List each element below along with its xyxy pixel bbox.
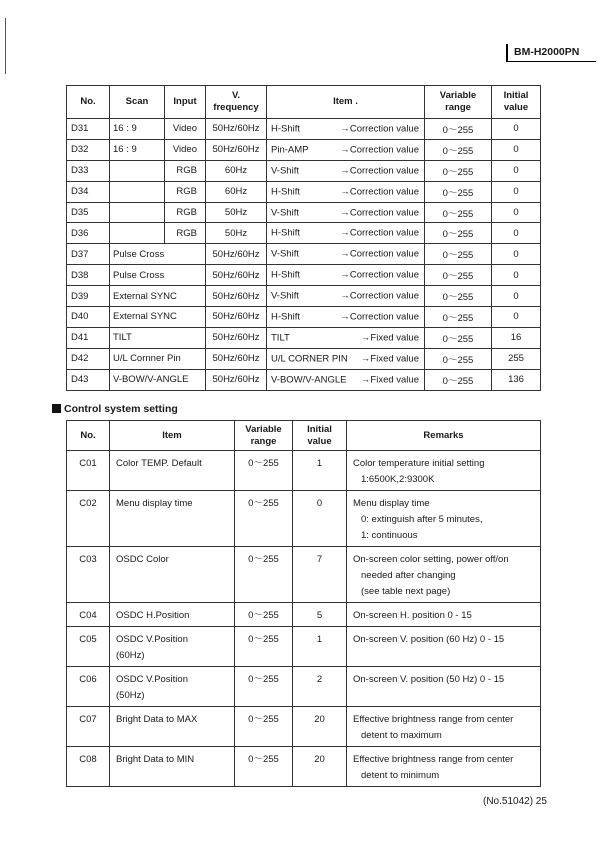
table-row — [67, 244, 541, 265]
item-action: →Correction value — [340, 248, 419, 260]
input-cell: RGB — [165, 181, 206, 202]
item-cell — [110, 451, 235, 491]
item-name: H-Shift — [271, 123, 301, 135]
v-frequency-cell: 50Hz/60Hz — [206, 265, 267, 286]
variable-range-cell: 0～255 — [425, 139, 492, 160]
remarks-cell — [347, 547, 541, 603]
v-frequency-cell: 50Hz/60Hz — [206, 348, 267, 369]
variable-range-cell: 0～255 — [235, 547, 293, 603]
remarks-line: Color temperature initial setting — [353, 458, 485, 469]
item-line: OSDC V.Position — [116, 674, 188, 685]
variable-range-cell: 0～255 — [235, 747, 293, 787]
initial-value-cell: 0 — [492, 265, 541, 286]
input-cell: RGB — [165, 160, 206, 181]
scan-cell — [110, 181, 165, 202]
item-name: U/L CORNER PIN — [271, 353, 348, 365]
row-number: D33 — [67, 160, 110, 181]
remarks-cell — [347, 603, 541, 627]
margin-rule — [5, 18, 6, 74]
row-number: D43 — [67, 369, 110, 390]
table-header-row — [67, 86, 541, 119]
item-cell — [267, 139, 425, 160]
item-action: →Correction value — [340, 144, 419, 156]
initial-value-cell: 5 — [293, 603, 347, 627]
table-row — [67, 348, 541, 369]
item-cell — [267, 119, 425, 140]
variable-range-cell: 0～255 — [425, 327, 492, 348]
variable-range-cell: 0～255 — [425, 307, 492, 328]
item-cell — [110, 603, 235, 627]
initial-value-cell: 255 — [492, 348, 541, 369]
row-number: C05 — [67, 627, 110, 667]
table-row — [67, 369, 541, 390]
remarks-line: 1: continuous — [361, 530, 418, 541]
model-number: BM-H2000PN — [506, 44, 596, 62]
variable-range-cell: 0～255 — [425, 265, 492, 286]
variable-range-cell: 0～255 — [425, 223, 492, 244]
item-line: OSDC Color — [116, 554, 169, 565]
initial-value-cell: 0 — [492, 202, 541, 223]
initial-value-cell: 20 — [293, 707, 347, 747]
header-variable-range: Variable range — [235, 421, 293, 451]
v-frequency-cell: 50Hz — [206, 223, 267, 244]
header-item: Item . — [267, 86, 425, 119]
header-remarks: Remarks — [347, 421, 541, 451]
item-action: →Fixed value — [360, 332, 419, 344]
table-row — [67, 119, 541, 140]
scan-cell: 16 : 9 — [110, 119, 165, 140]
row-number: D38 — [67, 265, 110, 286]
item-line: (50Hz) — [116, 690, 145, 701]
v-frequency-cell: 50Hz/60Hz — [206, 286, 267, 307]
row-number: D31 — [67, 119, 110, 140]
scan-cell: Pulse Cross — [110, 244, 206, 265]
remarks-cell — [347, 491, 541, 547]
item-action: →Correction value — [340, 207, 419, 218]
header-input: Input — [165, 86, 206, 119]
row-number: C02 — [67, 491, 110, 547]
initial-value-cell: 1 — [293, 627, 347, 667]
item-cell — [267, 181, 425, 202]
scan-cell: V-BOW/V-ANGLE — [110, 369, 206, 390]
item-cell — [267, 307, 425, 328]
table-row — [67, 307, 541, 328]
initial-value-cell: 16 — [492, 327, 541, 348]
item-cell — [110, 707, 235, 747]
variable-range-cell: 0～255 — [425, 119, 492, 140]
item-name: V-Shift — [271, 290, 299, 302]
item-name: TILT — [271, 332, 290, 344]
remarks-line: (see table next page) — [361, 586, 451, 597]
table-row — [67, 139, 541, 160]
item-cell — [267, 286, 425, 307]
control-system-table — [66, 420, 541, 787]
item-cell — [267, 327, 425, 348]
row-number: C06 — [67, 667, 110, 707]
item-name: V-Shift — [271, 207, 299, 218]
table-row — [67, 627, 541, 667]
item-action: →Fixed value — [360, 374, 419, 386]
remarks-cell — [347, 667, 541, 707]
variable-range-cell: 0～255 — [235, 667, 293, 707]
item-cell — [267, 348, 425, 369]
v-frequency-cell: 50Hz/60Hz — [206, 119, 267, 140]
table-row — [67, 286, 541, 307]
item-line: OSDC H.Position — [116, 610, 190, 621]
row-number: D35 — [67, 202, 110, 223]
v-frequency-cell: 50Hz/60Hz — [206, 307, 267, 328]
item-cell — [110, 667, 235, 707]
v-frequency-cell: 50Hz/60Hz — [206, 244, 267, 265]
item-cell — [110, 491, 235, 547]
item-cell — [267, 265, 425, 286]
row-number: D37 — [67, 244, 110, 265]
page-number: (No.51042) 25 — [483, 796, 547, 807]
item-action: →Correction value — [340, 165, 419, 177]
remarks-line: detent to maximum — [361, 730, 442, 741]
row-number: D39 — [67, 286, 110, 307]
v-frequency-cell: 50Hz — [206, 202, 267, 223]
header-initial-value: Initial value — [293, 421, 347, 451]
remarks-line: On-screen V. position (50 Hz) 0 - 15 — [353, 674, 505, 685]
item-action: →Fixed value — [360, 353, 419, 365]
initial-value-cell: 7 — [293, 547, 347, 603]
item-cell — [267, 369, 425, 390]
scan-cell: 16 : 9 — [110, 139, 165, 160]
table-header-row — [67, 421, 541, 451]
item-action: →Correction value — [340, 269, 419, 281]
row-number: C03 — [67, 547, 110, 603]
variable-range-cell: 0～255 — [235, 707, 293, 747]
table-row — [67, 547, 541, 603]
row-number: C04 — [67, 603, 110, 627]
item-cell — [110, 547, 235, 603]
variable-range-cell: 0～255 — [425, 160, 492, 181]
table-row — [67, 603, 541, 627]
variable-range-cell: 0～255 — [425, 369, 492, 390]
remarks-line: Menu display time — [353, 498, 430, 509]
table-row — [67, 223, 541, 244]
input-cell: Video — [165, 119, 206, 140]
row-number: D40 — [67, 307, 110, 328]
header-variable-range: Variable range — [425, 86, 492, 119]
item-name: V-Shift — [271, 165, 299, 177]
item-action: →Correction value — [340, 290, 419, 302]
variable-range-cell: 0～255 — [235, 451, 293, 491]
input-cell: RGB — [165, 202, 206, 223]
table-row — [67, 160, 541, 181]
section-heading — [52, 403, 178, 415]
variable-range-cell: 0～255 — [235, 627, 293, 667]
header-scan: Scan — [110, 86, 165, 119]
remarks-line: detent to minimum — [361, 770, 440, 781]
initial-value-cell: 0 — [492, 286, 541, 307]
initial-value-cell: 0 — [492, 244, 541, 265]
scan-cell: U/L Cornner Pin — [110, 348, 206, 369]
item-name: H-Shift — [271, 311, 301, 323]
remarks-line: On-screen color setting, power off/on — [353, 554, 509, 565]
item-cell — [267, 244, 425, 265]
v-frequency-cell: 60Hz — [206, 160, 267, 181]
header-no: No. — [67, 421, 110, 451]
initial-value-cell: 0 — [492, 139, 541, 160]
remarks-cell — [347, 707, 541, 747]
table-row — [67, 491, 541, 547]
initial-value-cell: 20 — [293, 747, 347, 787]
item-name: Pin-AMP — [271, 144, 309, 156]
input-cell: Video — [165, 139, 206, 160]
variable-range-cell: 0～255 — [425, 348, 492, 369]
item-cell — [110, 627, 235, 667]
table-row — [67, 202, 541, 223]
scan-cell: External SYNC — [110, 307, 206, 328]
remarks-line: Effective brightness range from center — [353, 714, 514, 725]
row-number: D34 — [67, 181, 110, 202]
scan-cell: TILT — [110, 327, 206, 348]
item-action: →Correction value — [340, 123, 419, 135]
item-action: →Correction value — [340, 227, 419, 239]
variable-range-cell: 0～255 — [235, 491, 293, 547]
item-line: OSDC V.Position — [116, 634, 188, 645]
item-cell — [267, 223, 425, 244]
initial-value-cell: 0 — [492, 181, 541, 202]
table-row — [67, 327, 541, 348]
row-number: C01 — [67, 451, 110, 491]
row-number: C08 — [67, 747, 110, 787]
v-frequency-cell: 50Hz/60Hz — [206, 369, 267, 390]
item-cell — [110, 747, 235, 787]
square-bullet-icon — [52, 404, 61, 413]
variable-range-cell: 0～255 — [425, 286, 492, 307]
remarks-line: On-screen V. position (60 Hz) 0 - 15 — [353, 634, 505, 645]
remarks-line: On-screen H. position 0 - 15 — [353, 610, 472, 621]
initial-value-cell: 136 — [492, 369, 541, 390]
item-line: (60Hz) — [116, 650, 145, 661]
table-row — [67, 451, 541, 491]
item-name: H-Shift — [271, 269, 301, 281]
row-number: D32 — [67, 139, 110, 160]
scan-cell: External SYNC — [110, 286, 206, 307]
item-action: →Correction value — [340, 186, 419, 198]
section-title: Control system setting — [64, 403, 178, 415]
initial-value-cell: 0 — [492, 160, 541, 181]
initial-value-cell: 0 — [492, 223, 541, 244]
header-item: Item — [110, 421, 235, 451]
scan-cell — [110, 160, 165, 181]
variable-range-cell: 0～255 — [235, 603, 293, 627]
item-name: V-BOW/V-ANGLE — [271, 374, 347, 386]
item-name: V-Shift — [271, 248, 299, 260]
adjustment-table — [66, 85, 541, 391]
row-number: D36 — [67, 223, 110, 244]
scan-cell — [110, 202, 165, 223]
initial-value-cell: 1 — [293, 451, 347, 491]
remarks-line: Effective brightness range from center — [353, 754, 514, 765]
v-frequency-cell: 60Hz — [206, 181, 267, 202]
item-line: Bright Data to MIN — [116, 754, 195, 765]
table-row — [67, 707, 541, 747]
input-cell: RGB — [165, 223, 206, 244]
item-line: Menu display time — [116, 498, 193, 509]
row-number: D42 — [67, 348, 110, 369]
initial-value-cell: 0 — [492, 307, 541, 328]
scan-cell — [110, 223, 165, 244]
v-frequency-cell: 50Hz/60Hz — [206, 327, 267, 348]
item-name: H-Shift — [271, 186, 301, 198]
item-name: H-Shift — [271, 227, 301, 239]
remarks-cell — [347, 451, 541, 491]
table-row — [67, 667, 541, 707]
item-line: Color TEMP. Default — [116, 458, 202, 469]
row-number: C07 — [67, 707, 110, 747]
remarks-cell — [347, 747, 541, 787]
remarks-line: 0: extinguish after 5 minutes, — [361, 514, 483, 525]
item-line: Bright Data to MAX — [116, 714, 198, 725]
table-row — [67, 181, 541, 202]
remarks-cell — [347, 627, 541, 667]
item-action: →Correction value — [340, 311, 419, 323]
remarks-line: 1:6500K,2:9300K — [361, 474, 435, 485]
header-no: No. — [67, 86, 110, 119]
variable-range-cell: 0～255 — [425, 202, 492, 223]
initial-value-cell: 0 — [492, 119, 541, 140]
item-cell — [267, 202, 425, 223]
initial-value-cell: 2 — [293, 667, 347, 707]
item-cell — [267, 160, 425, 181]
header-v-frequency: V. frequency — [206, 86, 267, 119]
table-row — [67, 747, 541, 787]
header-initial-value: Initial value — [492, 86, 541, 119]
v-frequency-cell: 50Hz/60Hz — [206, 139, 267, 160]
table-row — [67, 265, 541, 286]
remarks-line: needed after changing — [361, 570, 456, 581]
variable-range-cell: 0～255 — [425, 181, 492, 202]
initial-value-cell: 0 — [293, 491, 347, 547]
variable-range-cell: 0～255 — [425, 244, 492, 265]
scan-cell: Pulse Cross — [110, 265, 206, 286]
row-number: D41 — [67, 327, 110, 348]
